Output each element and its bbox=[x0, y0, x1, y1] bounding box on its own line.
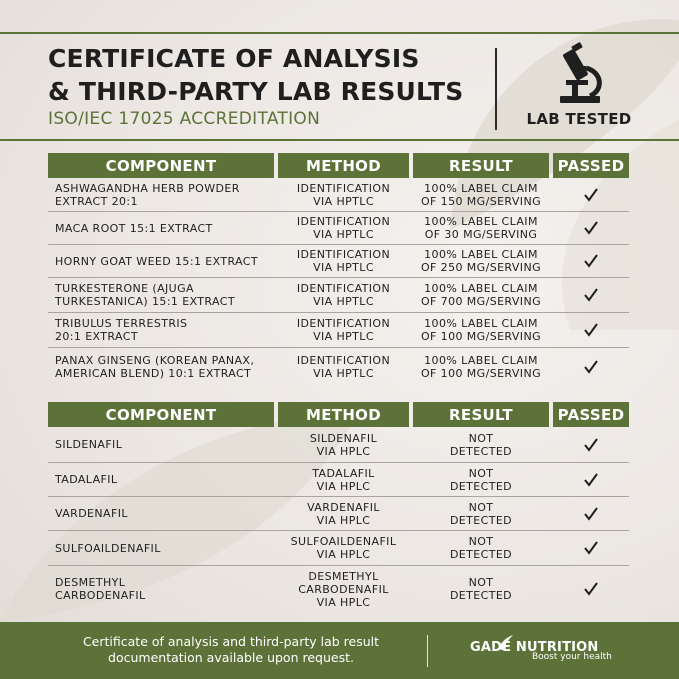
passed-cell bbox=[553, 566, 629, 612]
table-row bbox=[48, 278, 629, 313]
passed-cell bbox=[553, 348, 629, 386]
component-line: MACA ROOT 15:1 EXTRACT bbox=[55, 221, 213, 235]
checkmark-icon bbox=[583, 437, 599, 453]
brand-name: GADE NUTRITION bbox=[470, 640, 599, 655]
table-header bbox=[48, 153, 629, 178]
result-line: NOT bbox=[468, 431, 494, 445]
result-line: 100% LABEL CLAIM bbox=[424, 215, 538, 228]
component-line: PANAX GINSENG (KOREAN PANAX, bbox=[55, 354, 255, 367]
method-line: VIA HPTLC bbox=[313, 194, 374, 208]
method-line: DESMETHYL bbox=[308, 569, 379, 583]
checkmark-icon bbox=[583, 220, 599, 236]
checkmark-icon bbox=[583, 581, 599, 597]
method-line: IDENTIFICATION bbox=[296, 354, 391, 367]
component-line: TURKESTERONE (AJUGA bbox=[55, 282, 194, 295]
method-line: VIA HPLC bbox=[316, 444, 371, 458]
component-cell bbox=[48, 348, 274, 386]
footer-note-line2: documentation available upon request. bbox=[108, 650, 354, 665]
method-line: VIA HPTLC bbox=[313, 295, 374, 308]
table-row bbox=[48, 463, 629, 497]
component-line: SULFOAILDENAFIL bbox=[55, 541, 161, 555]
passed-cell bbox=[553, 427, 629, 462]
result-line: 100% LABEL CLAIM bbox=[424, 181, 538, 195]
method-line: IDENTIFICATION bbox=[296, 181, 391, 195]
table-row bbox=[48, 427, 629, 463]
component-line: AMERICAN BLEND) 10:1 EXTRACT bbox=[55, 367, 252, 380]
table-row bbox=[48, 313, 629, 348]
method-cell bbox=[278, 278, 409, 312]
accreditation-subtitle: ISO/IEC 17025 ACCREDITATION bbox=[48, 109, 321, 129]
component-line: TADALAFIL bbox=[55, 473, 118, 486]
result-cell bbox=[413, 531, 549, 565]
brand-logo bbox=[470, 636, 612, 662]
passed-cell bbox=[553, 497, 629, 530]
method-cell bbox=[278, 245, 409, 277]
footer-divider bbox=[427, 635, 428, 667]
component-line: 20:1 EXTRACT bbox=[55, 330, 138, 343]
component-cell bbox=[48, 566, 274, 612]
passed-cell bbox=[553, 313, 629, 347]
method-line: VIA HPLC bbox=[316, 595, 371, 609]
method-line: VARDENAFIL bbox=[307, 500, 380, 514]
result-line: OF 100 MG/SERVING bbox=[421, 367, 541, 380]
method-cell bbox=[278, 212, 409, 244]
result-line: DETECTED bbox=[449, 513, 513, 527]
component-line: DESMETHYL bbox=[55, 576, 126, 589]
component-line: ASHWAGANDHA HERB POWDER bbox=[55, 181, 240, 195]
component-line: TRIBULUS TERRESTRIS bbox=[55, 317, 188, 330]
table-header bbox=[48, 402, 629, 427]
contaminant-table bbox=[48, 402, 629, 612]
result-line: 100% LABEL CLAIM bbox=[424, 354, 538, 367]
component-line: TURKESTANICA) 15:1 EXTRACT bbox=[55, 295, 235, 308]
passed-cell bbox=[553, 531, 629, 565]
method-line: VIA HPLC bbox=[316, 513, 371, 527]
method-cell bbox=[278, 427, 409, 462]
component-line: CARBODENAFIL bbox=[55, 589, 146, 602]
component-cell bbox=[48, 313, 274, 347]
result-cell bbox=[413, 245, 549, 277]
result-line: 100% LABEL CLAIM bbox=[424, 317, 538, 330]
result-cell bbox=[413, 348, 549, 386]
page-title-line1: CERTIFICATE OF ANALYSIS bbox=[48, 44, 420, 73]
result-cell bbox=[413, 497, 549, 530]
component-cell bbox=[48, 463, 274, 496]
method-line: VIA HPTLC bbox=[313, 330, 374, 343]
col-header-method: METHOD bbox=[278, 402, 409, 427]
method-line: IDENTIFICATION bbox=[296, 215, 391, 228]
result-line: OF 150 MG/SERVING bbox=[421, 194, 541, 208]
result-cell bbox=[413, 178, 549, 211]
result-cell bbox=[413, 427, 549, 462]
result-line: NOT bbox=[468, 576, 494, 589]
component-line: VARDENAFIL bbox=[55, 507, 128, 520]
result-cell bbox=[413, 278, 549, 312]
result-cell bbox=[413, 463, 549, 496]
component-cell bbox=[48, 427, 274, 462]
col-header-passed: PASSED bbox=[553, 153, 629, 178]
method-line: IDENTIFICATION bbox=[296, 282, 391, 295]
method-line: SULFOAILDENAFIL bbox=[290, 535, 397, 548]
result-line: OF 250 MG/SERVING bbox=[421, 261, 541, 274]
passed-cell bbox=[553, 212, 629, 244]
col-header-method: METHOD bbox=[278, 153, 409, 178]
result-line: OF 30 MG/SERVING bbox=[424, 228, 538, 241]
table-row bbox=[48, 566, 629, 612]
component-cell bbox=[48, 497, 274, 530]
passed-cell bbox=[553, 278, 629, 312]
checkmark-icon bbox=[583, 540, 599, 556]
passed-cell bbox=[553, 178, 629, 211]
method-cell bbox=[278, 178, 409, 211]
checkmark-icon bbox=[583, 506, 599, 522]
brand-tagline: Boost your health bbox=[532, 652, 612, 662]
method-line: VIA HPTLC bbox=[313, 228, 374, 241]
checkmark-icon bbox=[583, 187, 599, 203]
component-line: SILDENAFIL bbox=[55, 438, 123, 451]
footer-bar bbox=[0, 622, 679, 679]
result-line: NOT bbox=[468, 466, 494, 480]
method-cell bbox=[278, 348, 409, 386]
component-cell bbox=[48, 245, 274, 277]
result-line: OF 100 MG/SERVING bbox=[421, 330, 541, 343]
result-line: NOT bbox=[468, 535, 494, 548]
component-cell bbox=[48, 278, 274, 312]
footer-note-line1: Certificate of analysis and third-party lab result bbox=[82, 634, 380, 649]
result-line: 100% LABEL CLAIM bbox=[424, 248, 538, 261]
footer-note bbox=[52, 634, 410, 666]
table-row bbox=[48, 531, 629, 566]
result-cell bbox=[413, 313, 549, 347]
table-row bbox=[48, 245, 629, 278]
table-row bbox=[48, 497, 629, 531]
table-row bbox=[48, 348, 629, 386]
method-cell bbox=[278, 313, 409, 347]
microscope-icon bbox=[552, 42, 606, 106]
component-cell bbox=[48, 531, 274, 565]
result-line: DETECTED bbox=[449, 444, 513, 458]
result-line: NOT bbox=[468, 500, 494, 514]
checkmark-icon bbox=[583, 253, 599, 269]
method-line: CARBODENAFIL bbox=[298, 582, 389, 596]
method-cell bbox=[278, 566, 409, 612]
swoosh-icon bbox=[496, 633, 514, 651]
page-title bbox=[48, 42, 464, 108]
method-line: VIA HPTLC bbox=[313, 367, 374, 380]
method-line: SILDENAFIL bbox=[309, 431, 378, 445]
method-line: IDENTIFICATION bbox=[296, 317, 391, 330]
component-cell bbox=[48, 212, 274, 244]
table-row bbox=[48, 178, 629, 212]
table-row bbox=[48, 212, 629, 245]
col-header-result: RESULT bbox=[413, 402, 549, 427]
passed-cell bbox=[553, 245, 629, 277]
component-line: EXTRACT 20:1 bbox=[55, 194, 138, 208]
result-line: DETECTED bbox=[449, 589, 513, 602]
checkmark-icon bbox=[583, 322, 599, 338]
component-line: HORNY GOAT WEED 15:1 EXTRACT bbox=[55, 254, 258, 268]
checkmark-icon bbox=[583, 287, 599, 303]
result-line: DETECTED bbox=[449, 548, 513, 561]
method-line: VIA HPLC bbox=[316, 479, 371, 493]
checkmark-icon bbox=[583, 472, 599, 488]
col-header-component: COMPONENT bbox=[48, 402, 274, 427]
header-rule bbox=[0, 139, 679, 141]
col-header-component: COMPONENT bbox=[48, 153, 274, 178]
method-line: VIA HPTLC bbox=[313, 261, 374, 274]
top-rule bbox=[0, 32, 679, 34]
passed-cell bbox=[553, 463, 629, 496]
method-line: TADALAFIL bbox=[312, 466, 375, 480]
col-header-result: RESULT bbox=[413, 153, 549, 178]
method-cell bbox=[278, 463, 409, 496]
result-cell bbox=[413, 212, 549, 244]
header-divider bbox=[495, 48, 497, 130]
method-line: VIA HPLC bbox=[316, 548, 371, 561]
result-line: DETECTED bbox=[449, 479, 513, 493]
result-cell bbox=[413, 566, 549, 612]
result-line: OF 700 MG/SERVING bbox=[421, 295, 541, 308]
component-cell bbox=[48, 178, 274, 211]
method-cell bbox=[278, 531, 409, 565]
identification-table bbox=[48, 153, 629, 386]
method-line: IDENTIFICATION bbox=[296, 248, 391, 261]
page-title-line2: & THIRD-PARTY LAB RESULTS bbox=[48, 77, 464, 106]
method-cell bbox=[278, 497, 409, 530]
result-line: 100% LABEL CLAIM bbox=[424, 282, 538, 295]
checkmark-icon bbox=[583, 359, 599, 375]
lab-tested-label: LAB TESTED bbox=[526, 110, 632, 128]
col-header-passed: PASSED bbox=[553, 402, 629, 427]
